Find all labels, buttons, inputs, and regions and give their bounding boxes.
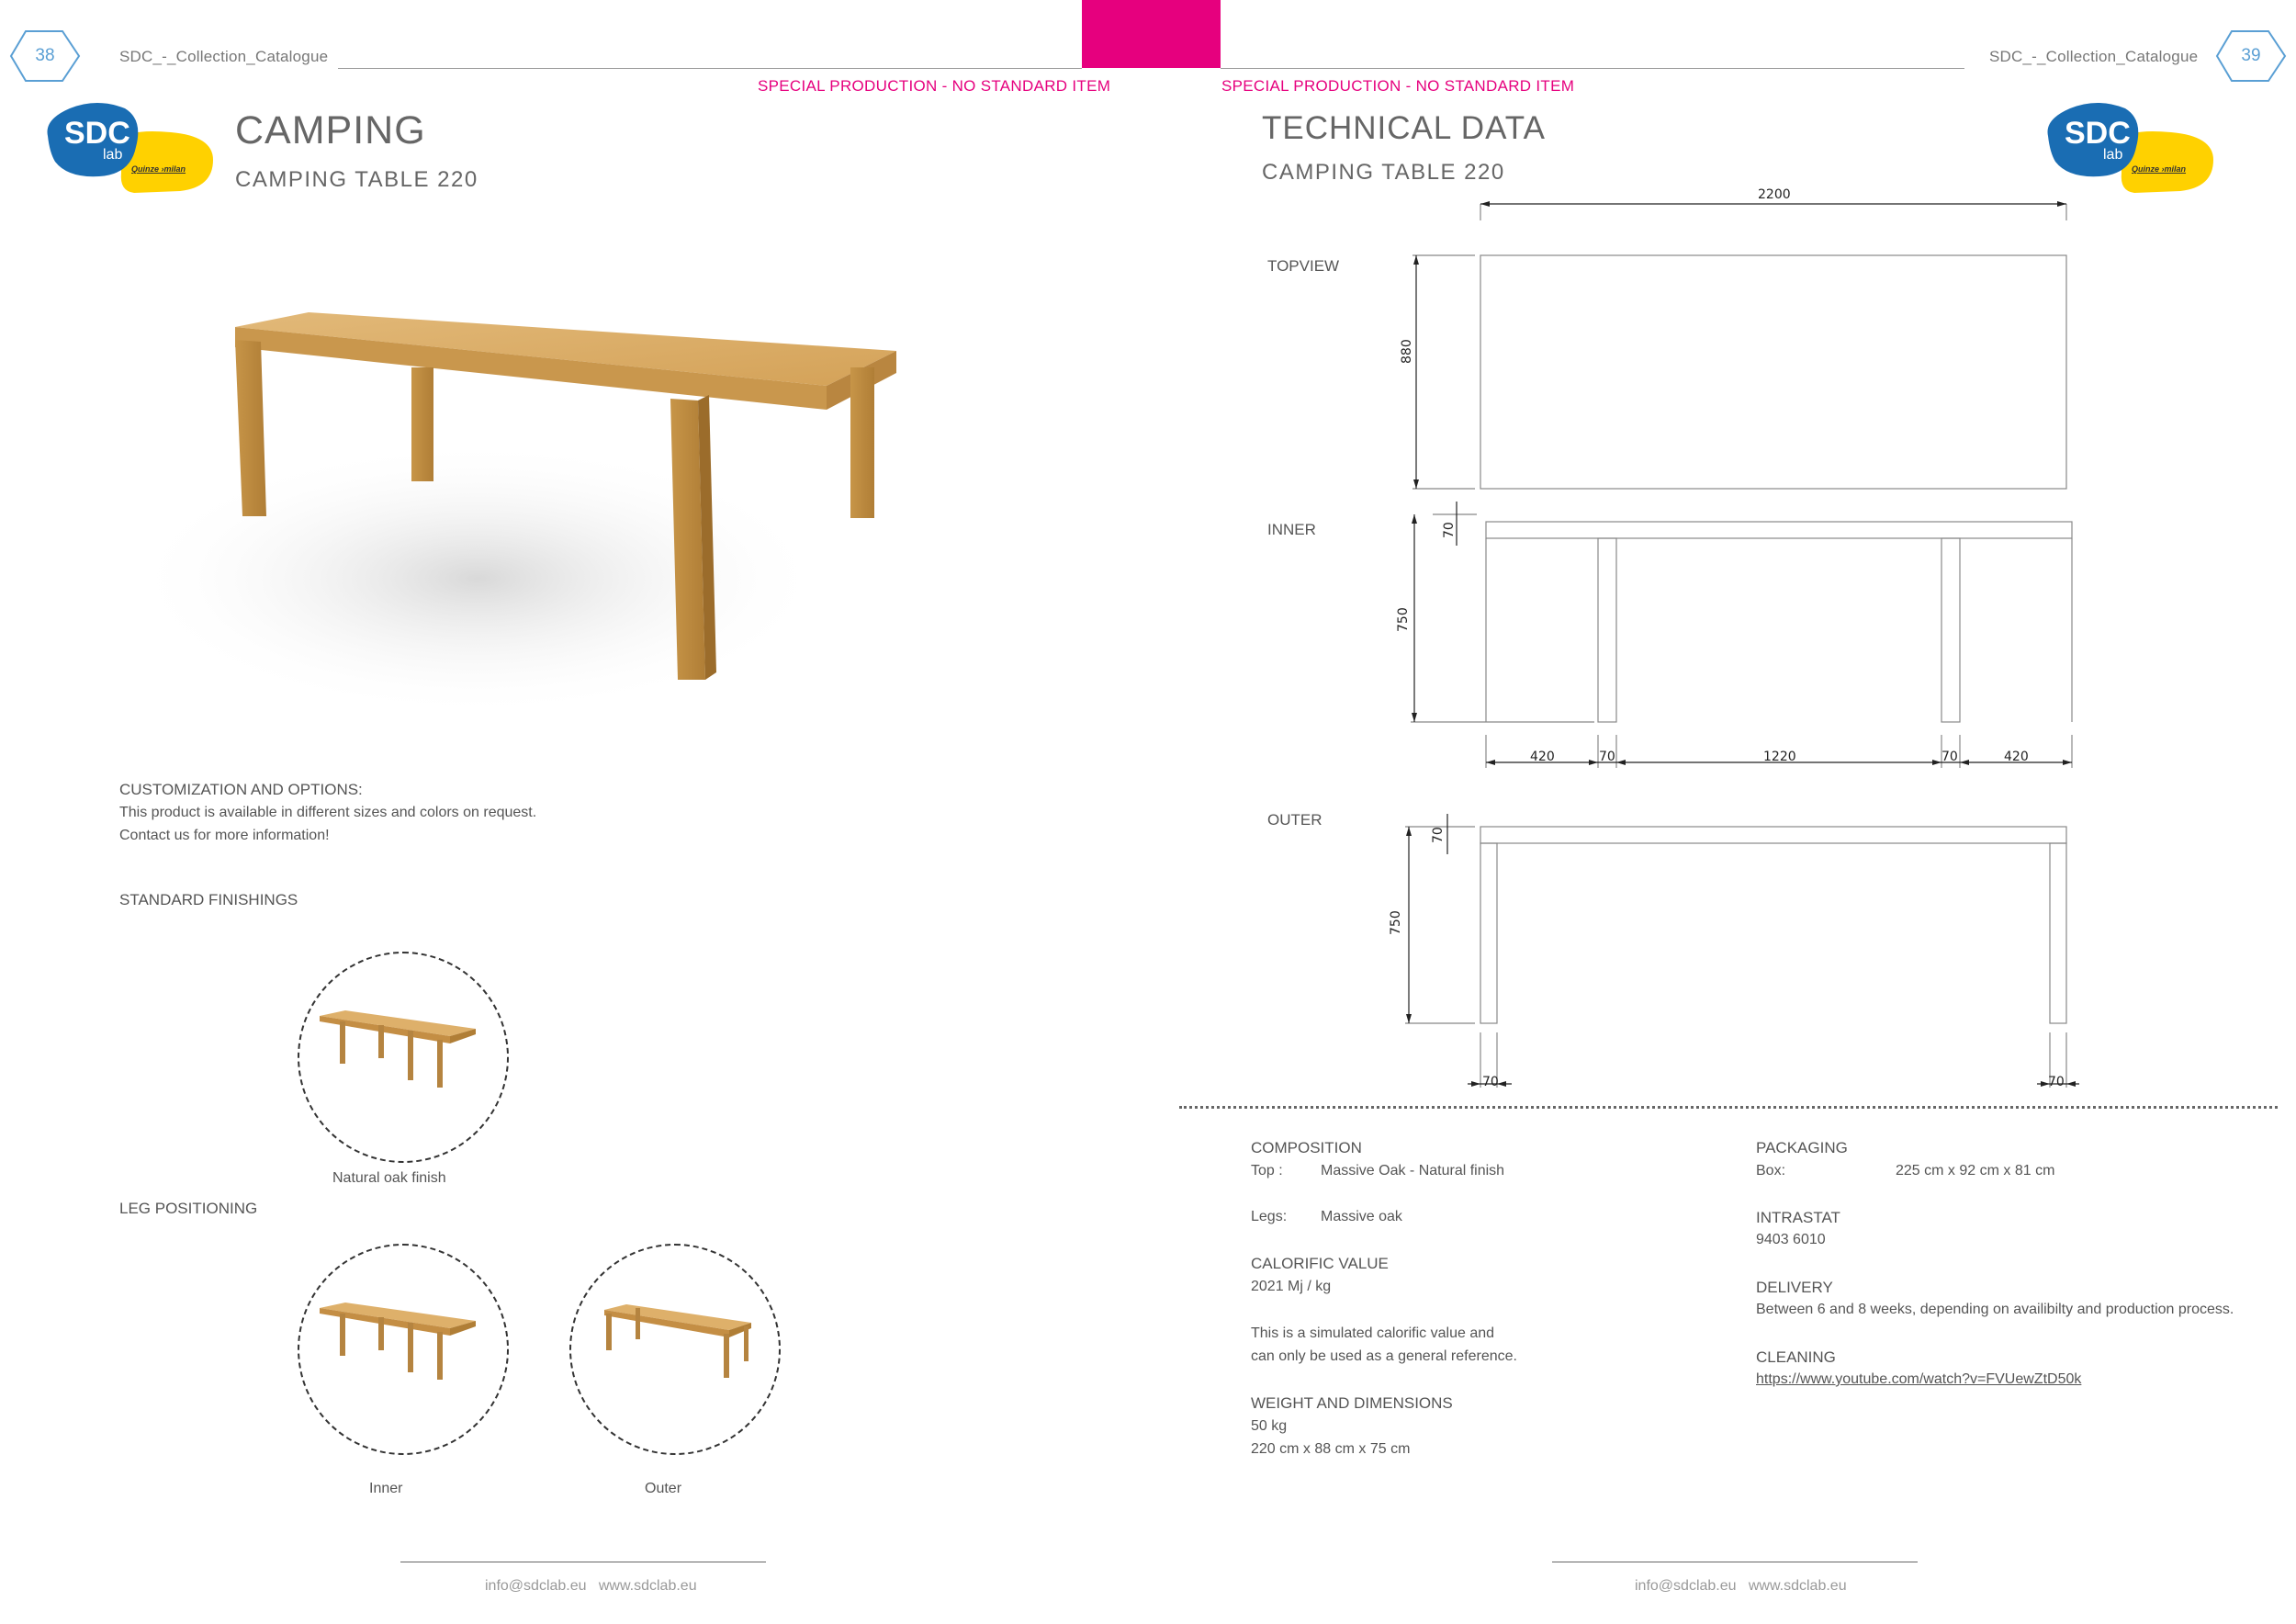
technical-data-title: TECHNICAL DATA: [1262, 110, 1546, 146]
product-title: CAMPING: [235, 108, 426, 152]
left-page-number: 38: [35, 46, 55, 65]
right-header-rule: [1221, 68, 1964, 69]
dim-leg-right: 70: [1941, 750, 1958, 764]
left-page-number-badge: [7, 28, 83, 85]
left-header-rule: [338, 68, 1082, 69]
leg-outer-caption: Outer: [645, 1481, 682, 1496]
specs-separator: [1179, 1106, 2278, 1109]
finish-caption: Natural oak finish: [332, 1170, 446, 1186]
special-production-right: SPECIAL PRODUCTION - NO STANDARD ITEM: [1221, 77, 1575, 95]
dim-height-inner: 750: [1396, 607, 1411, 632]
weight-value: 50 kg: [1251, 1418, 1288, 1434]
logo-partner-text: Quinze ›milan: [2132, 164, 2187, 174]
topview-label: TOPVIEW: [1267, 257, 1340, 275]
cleaning-heading: CLEANING: [1756, 1348, 1836, 1366]
sdc-logo-left: [42, 96, 217, 197]
center-accent-tab: [1082, 0, 1221, 68]
dim-length: 2200: [1758, 187, 1791, 202]
standard-finishings-heading: STANDARD FINISHINGS: [119, 891, 298, 908]
box-label: Box:: [1756, 1163, 1786, 1179]
legs-material-value: Massive oak: [1321, 1209, 1402, 1224]
intrastat-heading: INTRASTAT: [1756, 1209, 1840, 1226]
packaging-heading: PACKAGING: [1756, 1139, 1848, 1156]
sdc-logo-right: [2043, 96, 2217, 197]
box-value: 225 cm x 92 cm x 81 cm: [1896, 1163, 2055, 1179]
dim-leg-left: 70: [1599, 750, 1615, 764]
dim-top-thickness-outer: 70: [1431, 827, 1446, 843]
delivery-value: Between 6 and 8 weeks, depending on availibilty and production process.: [1756, 1302, 2234, 1317]
outer-label: OUTER: [1267, 811, 1322, 829]
left-doc-name: SDC_-_Collection_Catalogue: [119, 48, 329, 65]
oak-table-image: [129, 276, 1047, 772]
dim-leg-outer-right: 70: [2048, 1075, 2065, 1089]
calorific-heading: CALORIFIC VALUE: [1251, 1255, 1389, 1272]
leg-inner-caption: Inner: [369, 1481, 403, 1496]
calorific-note-2: can only be used as a general reference.: [1251, 1348, 1517, 1364]
top-material-value: Massive Oak - Natural finish: [1321, 1163, 1505, 1179]
right-page-number: 39: [2241, 46, 2261, 65]
customization-line-2: Contact us for more information!: [119, 828, 330, 843]
legs-material-label: Legs:: [1251, 1209, 1288, 1224]
small-table-image: [299, 953, 507, 1161]
leg-option-outer[interactable]: [569, 1244, 781, 1455]
logo-partner-text: Quinze ›milan: [131, 164, 186, 174]
logo-main-text: SDC: [64, 116, 130, 151]
logo-sub-text: lab: [103, 147, 123, 163]
customization-heading: CUSTOMIZATION AND OPTIONS:: [119, 781, 363, 798]
dim-inner-offset-right: 420: [2004, 750, 2029, 764]
dim-inner-offset-left: 420: [1530, 750, 1555, 764]
finish-swatch-natural-oak[interactable]: [298, 952, 509, 1163]
weight-heading: WEIGHT AND DIMENSIONS: [1251, 1394, 1453, 1412]
topview-outline: [1480, 255, 2066, 489]
left-footer-contact: info@sdclab.eu www.sdclab.eu: [485, 1578, 697, 1594]
technical-data-subtitle: CAMPING TABLE 220: [1262, 160, 1505, 185]
dimensions-value: 220 cm x 88 cm x 75 cm: [1251, 1441, 1411, 1457]
composition-heading: COMPOSITION: [1251, 1139, 1362, 1156]
logo-sub-text: lab: [2103, 147, 2123, 163]
calorific-note-1: This is a simulated calorific value and: [1251, 1325, 1495, 1341]
logo-main-text: SDC: [2065, 116, 2131, 151]
dim-span: 1220: [1763, 750, 1796, 764]
customization-line-1: This product is available in different sizes and colors on request.: [119, 805, 537, 820]
small-table-inner-legs-image: [299, 1246, 507, 1453]
product-subtitle: CAMPING TABLE 220: [235, 167, 478, 192]
dim-top-thickness-inner: 70: [1442, 522, 1457, 538]
delivery-heading: DELIVERY: [1756, 1279, 1833, 1296]
leg-option-inner[interactable]: [298, 1244, 509, 1455]
dim-leg-outer-left: 70: [1482, 1075, 1499, 1089]
dim-height-outer: 750: [1389, 910, 1403, 935]
product-render: [129, 276, 1047, 772]
calorific-value: 2021 Mj / kg: [1251, 1279, 1332, 1294]
technical-drawing: [1378, 184, 2094, 1102]
dim-depth: 880: [1400, 339, 1414, 364]
cleaning-video-link[interactable]: https://www.youtube.com/watch?v=FVUewZtD50k: [1756, 1371, 2082, 1387]
right-doc-name: SDC_-_Collection_Catalogue: [1989, 48, 2199, 65]
top-material-label: Top :: [1251, 1163, 1283, 1179]
right-page-number-badge: [2213, 28, 2289, 85]
small-table-outer-legs-image: [571, 1246, 779, 1453]
intrastat-value: 9403 6010: [1756, 1232, 1826, 1247]
special-production-left: SPECIAL PRODUCTION - NO STANDARD ITEM: [758, 77, 1111, 95]
leg-positioning-heading: LEG POSITIONING: [119, 1200, 258, 1217]
right-footer-contact: info@sdclab.eu www.sdclab.eu: [1635, 1578, 1847, 1594]
inner-label: INNER: [1267, 521, 1316, 538]
